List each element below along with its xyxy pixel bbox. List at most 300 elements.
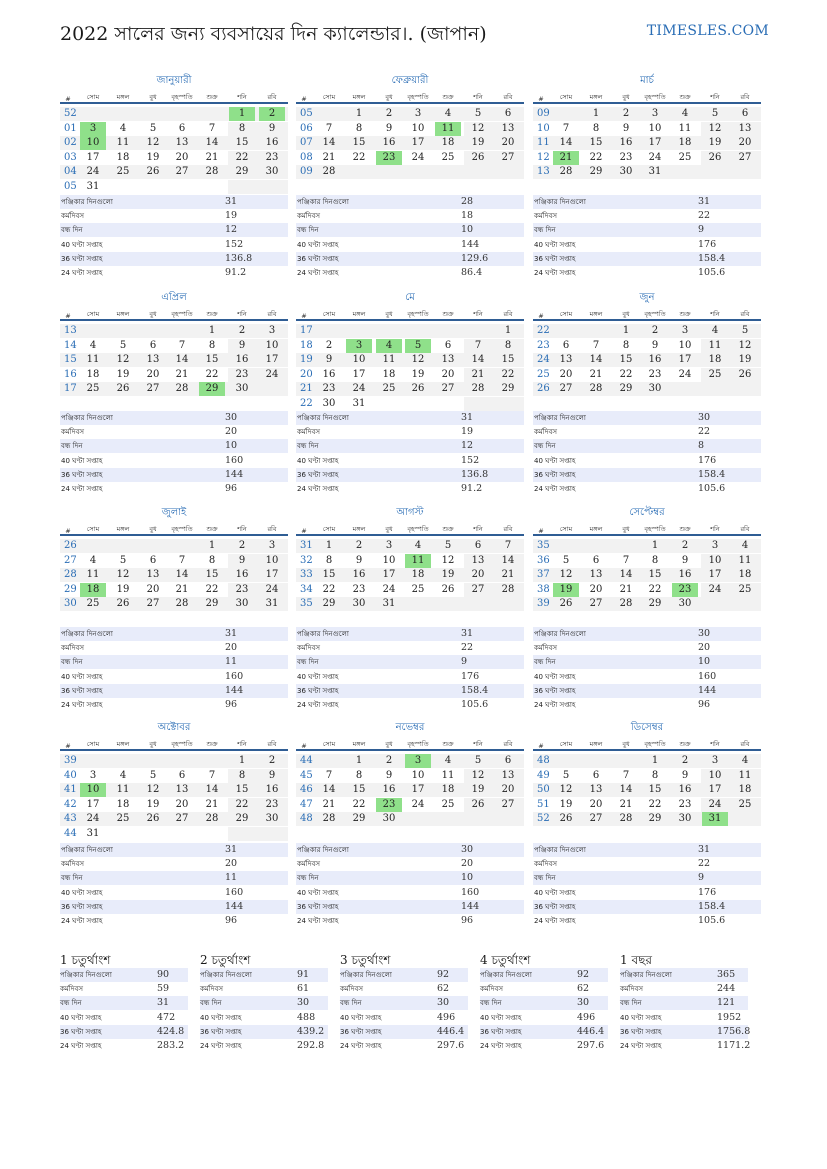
day-cell[interactable]: 12 [411, 354, 425, 365]
day-cell[interactable]: 7 [622, 769, 630, 781]
day-cell[interactable]: 4 [681, 108, 689, 119]
day-cell[interactable]: 24 [382, 583, 396, 595]
day-cell[interactable]: 30 [382, 813, 396, 824]
day-cell[interactable]: 17 [678, 354, 692, 365]
day-cell[interactable]: 25 [116, 813, 130, 824]
day-cell[interactable]: 12 [708, 122, 722, 134]
holiday-day-cell[interactable]: 2 [259, 107, 285, 121]
day-cell[interactable]: 2 [238, 325, 246, 336]
day-cell[interactable]: 21 [619, 798, 633, 810]
day-cell[interactable]: 24 [708, 798, 722, 810]
day-cell[interactable]: 17 [411, 137, 425, 148]
month-name[interactable]: মার্চ [640, 75, 654, 86]
day-cell[interactable]: 3 [268, 540, 276, 551]
day-cell[interactable]: 7 [208, 769, 216, 781]
day-cell[interactable]: 23 [322, 383, 336, 394]
day-cell[interactable]: 18 [411, 569, 425, 580]
day-cell[interactable]: 8 [592, 122, 600, 134]
holiday-day-cell[interactable]: 11 [405, 554, 431, 568]
day-cell[interactable]: 29 [205, 598, 219, 609]
holiday-day-cell[interactable]: 23 [376, 151, 402, 165]
day-cell[interactable]: 4 [444, 755, 452, 766]
day-cell[interactable]: 5 [562, 554, 570, 566]
day-cell[interactable]: 18 [116, 151, 130, 163]
day-cell[interactable]: 30 [265, 166, 279, 177]
day-cell[interactable]: 19 [146, 151, 160, 163]
day-cell[interactable]: 15 [619, 354, 633, 365]
day-cell[interactable]: 12 [116, 569, 130, 580]
day-cell[interactable]: 22 [352, 151, 366, 163]
day-cell[interactable]: 1 [651, 540, 659, 551]
day-cell[interactable]: 30 [648, 383, 662, 394]
day-cell[interactable]: 27 [471, 583, 485, 595]
day-cell[interactable]: 22 [589, 151, 603, 163]
day-cell[interactable]: 6 [474, 540, 482, 551]
day-cell[interactable]: 6 [149, 554, 157, 566]
day-cell[interactable]: 25 [86, 598, 100, 609]
day-cell[interactable]: 30 [678, 813, 692, 824]
day-cell[interactable]: 25 [738, 798, 752, 810]
day-cell[interactable]: 22 [205, 368, 219, 380]
day-cell[interactable]: 25 [441, 151, 455, 163]
month-name[interactable]: সেপ্টেম্বর [629, 507, 665, 518]
day-cell[interactable]: 13 [471, 554, 485, 566]
day-cell[interactable]: 16 [382, 784, 396, 795]
day-cell[interactable]: 18 [738, 569, 752, 580]
day-cell[interactable]: 20 [175, 798, 189, 810]
day-cell[interactable]: 26 [559, 813, 573, 824]
holiday-day-cell[interactable]: 4 [376, 339, 402, 353]
day-cell[interactable]: 17 [265, 354, 279, 365]
day-cell[interactable]: 26 [559, 598, 573, 609]
day-cell[interactable]: 10 [265, 554, 279, 566]
day-cell[interactable]: 30 [322, 397, 336, 409]
day-cell[interactable]: 31 [648, 166, 662, 177]
day-cell[interactable]: 28 [175, 383, 189, 394]
month-name[interactable]: জানুয়ারী [156, 75, 192, 86]
day-cell[interactable]: 4 [119, 769, 127, 781]
day-cell[interactable]: 23 [352, 583, 366, 595]
day-cell[interactable]: 27 [146, 598, 160, 609]
day-cell[interactable]: 12 [146, 137, 160, 148]
day-cell[interactable]: 21 [322, 798, 336, 810]
day-cell[interactable]: 20 [501, 784, 515, 795]
day-cell[interactable]: 9 [385, 769, 393, 781]
day-cell[interactable]: 29 [501, 383, 515, 394]
day-cell[interactable]: 2 [385, 755, 393, 766]
day-cell[interactable]: 7 [325, 122, 333, 134]
day-cell[interactable]: 17 [352, 368, 366, 380]
day-cell[interactable]: 28 [501, 583, 515, 595]
day-cell[interactable]: 10 [411, 769, 425, 781]
day-cell[interactable]: 22 [352, 798, 366, 810]
holiday-day-cell[interactable]: 23 [376, 798, 402, 812]
day-cell[interactable]: 21 [175, 368, 189, 380]
day-cell[interactable]: 5 [474, 755, 482, 766]
day-cell[interactable]: 21 [205, 798, 219, 810]
day-cell[interactable]: 22 [322, 583, 336, 595]
day-cell[interactable]: 28 [619, 598, 633, 609]
day-cell[interactable]: 5 [711, 108, 719, 119]
day-cell[interactable]: 8 [651, 554, 659, 566]
day-cell[interactable]: 30 [235, 598, 249, 609]
day-cell[interactable]: 11 [86, 569, 100, 580]
day-cell[interactable]: 27 [589, 813, 603, 824]
month-name[interactable]: অক্টোবর [157, 722, 191, 733]
day-cell[interactable]: 9 [238, 339, 246, 351]
day-cell[interactable]: 25 [116, 166, 130, 177]
day-cell[interactable]: 30 [352, 598, 366, 609]
day-cell[interactable]: 27 [501, 151, 515, 163]
day-cell[interactable]: 21 [589, 368, 603, 380]
day-cell[interactable]: 7 [504, 540, 512, 551]
day-cell[interactable]: 15 [589, 137, 603, 148]
day-cell[interactable]: 24 [352, 383, 366, 394]
day-cell[interactable]: 6 [178, 769, 186, 781]
day-cell[interactable]: 3 [681, 325, 689, 336]
day-cell[interactable]: 1 [208, 540, 216, 551]
day-cell[interactable]: 3 [268, 325, 276, 336]
day-cell[interactable]: 30 [619, 166, 633, 177]
day-cell[interactable]: 4 [119, 122, 127, 134]
day-cell[interactable]: 9 [325, 354, 333, 365]
day-cell[interactable]: 14 [559, 137, 573, 148]
day-cell[interactable]: 7 [325, 769, 333, 781]
day-cell[interactable]: 5 [119, 554, 127, 566]
day-cell[interactable]: 8 [504, 339, 512, 351]
day-cell[interactable]: 15 [501, 354, 515, 365]
day-cell[interactable]: 26 [441, 583, 455, 595]
day-cell[interactable]: 13 [146, 354, 160, 365]
day-cell[interactable]: 5 [474, 108, 482, 119]
day-cell[interactable]: 12 [471, 122, 485, 134]
day-cell[interactable]: 31 [352, 397, 366, 409]
day-cell[interactable]: 21 [619, 583, 633, 595]
day-cell[interactable]: 19 [116, 368, 130, 380]
day-cell[interactable]: 17 [382, 569, 396, 580]
day-cell[interactable]: 12 [471, 769, 485, 781]
day-cell[interactable]: 9 [385, 122, 393, 134]
day-cell[interactable]: 29 [352, 813, 366, 824]
day-cell[interactable]: 19 [441, 569, 455, 580]
day-cell[interactable]: 10 [411, 122, 425, 134]
day-cell[interactable]: 21 [205, 151, 219, 163]
day-cell[interactable]: 4 [741, 540, 749, 551]
day-cell[interactable]: 11 [382, 354, 396, 365]
month-name[interactable]: ডিসেম্বর [630, 722, 664, 733]
day-cell[interactable]: 3 [385, 540, 393, 551]
day-cell[interactable]: 9 [355, 554, 363, 566]
day-cell[interactable]: 1 [208, 325, 216, 336]
day-cell[interactable]: 16 [352, 569, 366, 580]
day-cell[interactable]: 29 [235, 813, 249, 824]
day-cell[interactable]: 10 [678, 339, 692, 351]
holiday-day-cell[interactable]: 18 [80, 583, 106, 597]
day-cell[interactable]: 30 [265, 813, 279, 824]
day-cell[interactable]: 20 [501, 137, 515, 148]
day-cell[interactable]: 27 [589, 598, 603, 609]
day-cell[interactable]: 13 [175, 137, 189, 148]
day-cell[interactable]: 24 [86, 813, 100, 824]
day-cell[interactable]: 28 [471, 383, 485, 394]
day-cell[interactable]: 20 [146, 368, 160, 380]
day-cell[interactable]: 23 [619, 151, 633, 163]
day-cell[interactable]: 24 [708, 583, 722, 595]
day-cell[interactable]: 2 [651, 325, 659, 336]
day-cell[interactable]: 23 [265, 151, 279, 163]
day-cell[interactable]: 17 [708, 784, 722, 795]
day-cell[interactable]: 9 [622, 122, 630, 134]
day-cell[interactable]: 6 [149, 339, 157, 351]
day-cell[interactable]: 22 [648, 583, 662, 595]
day-cell[interactable]: 14 [322, 137, 336, 148]
day-cell[interactable]: 8 [651, 769, 659, 781]
day-cell[interactable]: 1 [325, 540, 333, 551]
day-cell[interactable]: 1 [622, 325, 630, 336]
day-cell[interactable]: 22 [235, 798, 249, 810]
day-cell[interactable]: 7 [178, 554, 186, 566]
day-cell[interactable]: 3 [651, 108, 659, 119]
day-cell[interactable]: 8 [238, 122, 246, 134]
day-cell[interactable]: 5 [149, 122, 157, 134]
day-cell[interactable]: 5 [444, 540, 452, 551]
month-name[interactable]: ফেব্রুয়ারী [391, 75, 429, 86]
day-cell[interactable]: 5 [562, 769, 570, 781]
holiday-day-cell[interactable]: 10 [80, 136, 106, 150]
day-cell[interactable]: 3 [711, 540, 719, 551]
day-cell[interactable]: 11 [738, 769, 752, 781]
day-cell[interactable]: 10 [352, 354, 366, 365]
day-cell[interactable]: 16 [322, 368, 336, 380]
holiday-day-cell[interactable]: 1 [229, 107, 255, 121]
day-cell[interactable]: 24 [265, 583, 279, 595]
day-cell[interactable]: 27 [146, 383, 160, 394]
day-cell[interactable]: 25 [86, 383, 100, 394]
day-cell[interactable]: 24 [411, 151, 425, 163]
day-cell[interactable]: 2 [325, 339, 333, 351]
day-cell[interactable]: 6 [504, 108, 512, 119]
day-cell[interactable]: 16 [265, 137, 279, 148]
day-cell[interactable]: 19 [471, 137, 485, 148]
day-cell[interactable]: 27 [738, 151, 752, 163]
day-cell[interactable]: 13 [441, 354, 455, 365]
day-cell[interactable]: 16 [235, 569, 249, 580]
day-cell[interactable]: 7 [622, 554, 630, 566]
day-cell[interactable]: 26 [738, 368, 752, 380]
day-cell[interactable]: 17 [411, 784, 425, 795]
day-cell[interactable]: 2 [268, 755, 276, 766]
day-cell[interactable]: 11 [116, 784, 130, 795]
day-cell[interactable]: 19 [116, 583, 130, 595]
day-cell[interactable]: 16 [265, 784, 279, 795]
day-cell[interactable]: 11 [708, 339, 722, 351]
day-cell[interactable]: 27 [559, 383, 573, 394]
day-cell[interactable]: 17 [86, 151, 100, 163]
day-cell[interactable]: 31 [382, 598, 396, 609]
day-cell[interactable]: 1 [238, 755, 246, 766]
day-cell[interactable]: 11 [86, 354, 100, 365]
day-cell[interactable]: 22 [619, 368, 633, 380]
day-cell[interactable]: 30 [235, 383, 249, 394]
day-cell[interactable]: 5 [149, 769, 157, 781]
day-cell[interactable]: 8 [355, 122, 363, 134]
day-cell[interactable]: 12 [116, 354, 130, 365]
day-cell[interactable]: 10 [265, 339, 279, 351]
day-cell[interactable]: 4 [711, 325, 719, 336]
day-cell[interactable]: 22 [648, 798, 662, 810]
day-cell[interactable]: 27 [175, 166, 189, 177]
day-cell[interactable]: 19 [708, 137, 722, 148]
day-cell[interactable]: 2 [355, 540, 363, 551]
day-cell[interactable]: 6 [592, 554, 600, 566]
day-cell[interactable]: 28 [205, 166, 219, 177]
day-cell[interactable]: 27 [441, 383, 455, 394]
day-cell[interactable]: 9 [681, 554, 689, 566]
brand-link[interactable]: TIMESLES.COM [646, 23, 769, 39]
day-cell[interactable]: 21 [471, 368, 485, 380]
day-cell[interactable]: 25 [708, 368, 722, 380]
day-cell[interactable]: 12 [559, 569, 573, 580]
day-cell[interactable]: 10 [648, 122, 662, 134]
day-cell[interactable]: 7 [592, 339, 600, 351]
month-name[interactable]: জুন [639, 292, 655, 303]
day-cell[interactable]: 16 [678, 784, 692, 795]
day-cell[interactable]: 25 [738, 583, 752, 595]
day-cell[interactable]: 9 [681, 769, 689, 781]
day-cell[interactable]: 3 [89, 769, 97, 781]
day-cell[interactable]: 8 [325, 554, 333, 566]
month-name[interactable]: জুলাই [161, 507, 187, 518]
day-cell[interactable]: 21 [501, 569, 515, 580]
day-cell[interactable]: 20 [146, 583, 160, 595]
day-cell[interactable]: 12 [146, 784, 160, 795]
day-cell[interactable]: 12 [559, 784, 573, 795]
day-cell[interactable]: 30 [678, 598, 692, 609]
day-cell[interactable]: 15 [648, 784, 662, 795]
day-cell[interactable]: 29 [648, 813, 662, 824]
day-cell[interactable]: 19 [559, 798, 573, 810]
day-cell[interactable]: 20 [175, 151, 189, 163]
day-cell[interactable]: 23 [678, 798, 692, 810]
day-cell[interactable]: 15 [352, 784, 366, 795]
day-cell[interactable]: 28 [175, 598, 189, 609]
day-cell[interactable]: 24 [648, 151, 662, 163]
month-name[interactable]: এপ্রিল [161, 292, 187, 303]
day-cell[interactable]: 9 [268, 122, 276, 134]
day-cell[interactable]: 28 [322, 813, 336, 824]
day-cell[interactable]: 7 [474, 339, 482, 351]
day-cell[interactable]: 14 [175, 354, 189, 365]
day-cell[interactable]: 7 [208, 122, 216, 134]
day-cell[interactable]: 4 [414, 540, 422, 551]
day-cell[interactable]: 2 [681, 540, 689, 551]
day-cell[interactable]: 17 [648, 137, 662, 148]
day-cell[interactable]: 19 [738, 354, 752, 365]
day-cell[interactable]: 29 [648, 598, 662, 609]
day-cell[interactable]: 16 [678, 569, 692, 580]
day-cell[interactable]: 2 [681, 755, 689, 766]
day-cell[interactable]: 27 [501, 798, 515, 810]
day-cell[interactable]: 22 [205, 583, 219, 595]
day-cell[interactable]: 18 [441, 137, 455, 148]
day-cell[interactable]: 11 [738, 554, 752, 566]
day-cell[interactable]: 16 [619, 137, 633, 148]
day-cell[interactable]: 23 [648, 368, 662, 380]
day-cell[interactable]: 12 [441, 554, 455, 566]
month-name[interactable]: মে [405, 292, 415, 303]
day-cell[interactable]: 15 [352, 137, 366, 148]
day-cell[interactable]: 16 [648, 354, 662, 365]
day-cell[interactable]: 25 [382, 383, 396, 394]
day-cell[interactable]: 5 [741, 325, 749, 336]
day-cell[interactable]: 19 [411, 368, 425, 380]
day-cell[interactable]: 10 [708, 554, 722, 566]
day-cell[interactable]: 14 [471, 354, 485, 365]
day-cell[interactable]: 14 [205, 137, 219, 148]
day-cell[interactable]: 26 [708, 151, 722, 163]
holiday-day-cell[interactable]: 21 [553, 151, 579, 165]
day-cell[interactable]: 18 [116, 798, 130, 810]
day-cell[interactable]: 26 [471, 798, 485, 810]
day-cell[interactable]: 21 [175, 583, 189, 595]
day-cell[interactable]: 6 [178, 122, 186, 134]
day-cell[interactable]: 6 [444, 339, 452, 351]
day-cell[interactable]: 13 [146, 569, 160, 580]
day-cell[interactable]: 18 [86, 368, 100, 380]
day-cell[interactable]: 26 [146, 166, 160, 177]
day-cell[interactable]: 29 [589, 166, 603, 177]
day-cell[interactable]: 5 [119, 339, 127, 351]
day-cell[interactable]: 23 [235, 583, 249, 595]
day-cell[interactable]: 23 [265, 798, 279, 810]
holiday-day-cell[interactable]: 23 [672, 583, 698, 597]
day-cell[interactable]: 22 [235, 151, 249, 163]
holiday-day-cell[interactable]: 29 [199, 382, 225, 396]
day-cell[interactable]: 26 [116, 598, 130, 609]
day-cell[interactable]: 14 [322, 784, 336, 795]
day-cell[interactable]: 20 [589, 798, 603, 810]
day-cell[interactable]: 14 [619, 784, 633, 795]
day-cell[interactable]: 14 [589, 354, 603, 365]
day-cell[interactable]: 13 [738, 122, 752, 134]
day-cell[interactable]: 8 [238, 769, 246, 781]
day-cell[interactable]: 18 [441, 784, 455, 795]
day-cell[interactable]: 20 [589, 583, 603, 595]
day-cell[interactable]: 16 [382, 137, 396, 148]
day-cell[interactable]: 17 [708, 569, 722, 580]
day-cell[interactable]: 31 [265, 598, 279, 609]
day-cell[interactable]: 15 [235, 784, 249, 795]
day-cell[interactable]: 8 [208, 554, 216, 566]
holiday-day-cell[interactable]: 3 [405, 754, 431, 768]
day-cell[interactable]: 1 [592, 108, 600, 119]
day-cell[interactable]: 23 [235, 368, 249, 380]
day-cell[interactable]: 22 [501, 368, 515, 380]
day-cell[interactable]: 6 [562, 339, 570, 351]
day-cell[interactable]: 8 [622, 339, 630, 351]
day-cell[interactable]: 21 [322, 151, 336, 163]
day-cell[interactable]: 4 [89, 554, 97, 566]
day-cell[interactable]: 29 [235, 166, 249, 177]
day-cell[interactable]: 15 [235, 137, 249, 148]
day-cell[interactable]: 17 [86, 798, 100, 810]
day-cell[interactable]: 25 [411, 583, 425, 595]
day-cell[interactable]: 9 [651, 339, 659, 351]
month-name[interactable]: নভেম্বর [395, 722, 425, 733]
day-cell[interactable]: 4 [89, 339, 97, 351]
day-cell[interactable]: 1 [504, 325, 512, 336]
month-name[interactable]: আগস্ট [396, 507, 424, 518]
